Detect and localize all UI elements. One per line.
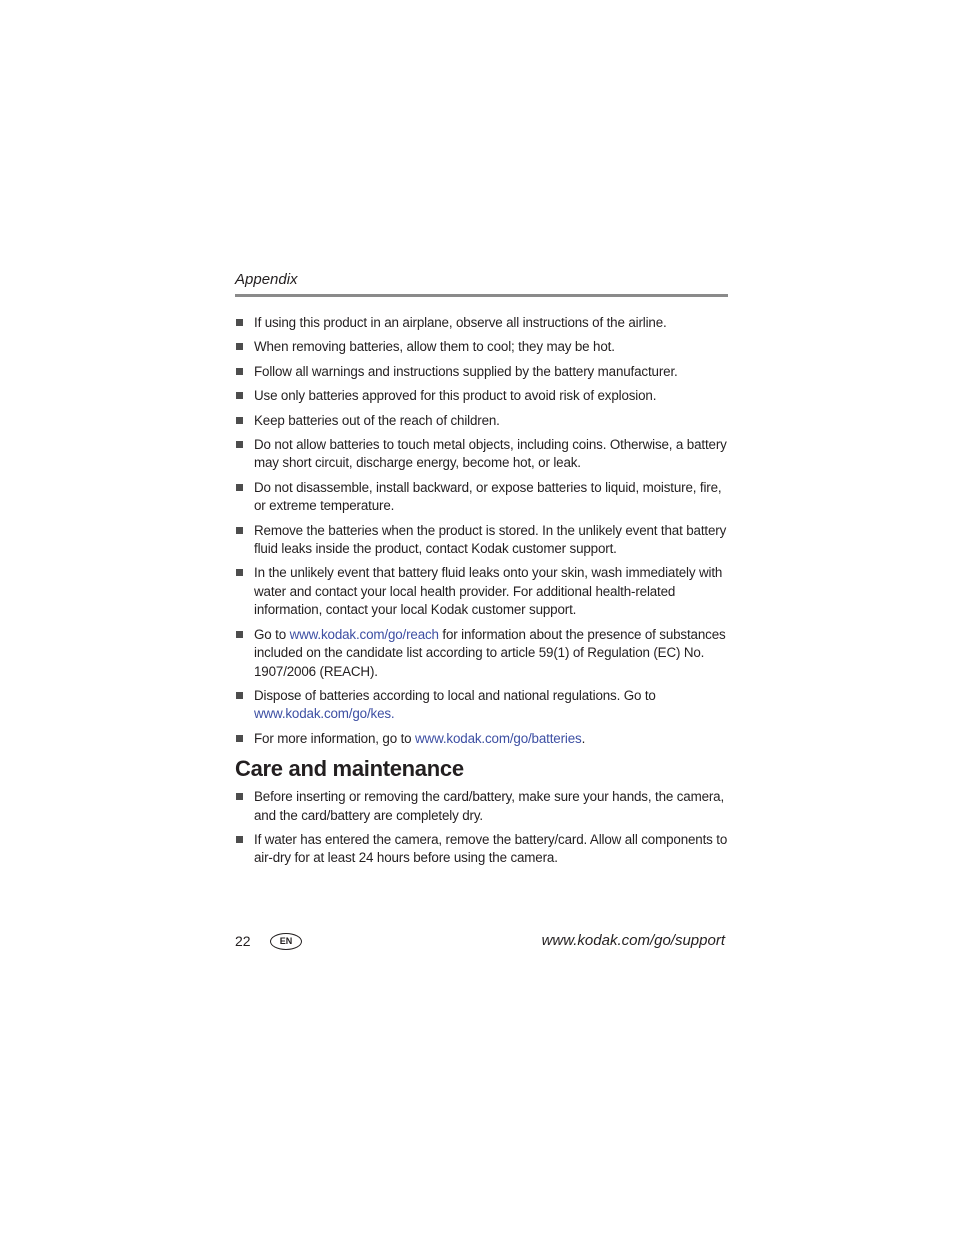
list-item: [235, 412, 728, 430]
section-label: Appendix: [235, 271, 298, 288]
list-item-text: Remove the batteries when the product is stored. In the unlikely event that battery fluid leaks inside the product, contact Kodak customer support.: [254, 522, 727, 557]
list-item: [235, 564, 728, 619]
list-item: [235, 387, 728, 405]
kes-text-before: Dispose of batteries according to local and national regulations. Go to: [254, 687, 656, 703]
list-item-reach: [235, 626, 728, 681]
header-rule: [235, 294, 728, 297]
bullet-square-icon: [236, 631, 243, 638]
batteries-link[interactable]: www.kodak.com/go/batteries: [415, 730, 582, 746]
list-item-text: Follow all warnings and instructions supplied by the battery manufacturer.: [254, 363, 678, 379]
list-item-text: When removing batteries, allow them to cool; they may be hot.: [254, 339, 615, 355]
list-item-batteries: [235, 730, 728, 748]
list-item: [235, 314, 728, 332]
bullet-square-icon: [236, 441, 243, 448]
bullet-square-icon: [236, 484, 243, 491]
list-item-text: Before inserting or removing the card/battery, make sure your hands, the camera, and the card/battery are completely dry.: [254, 789, 725, 823]
list-item: [235, 338, 728, 356]
list-item: [235, 479, 728, 516]
bullet-square-icon: [236, 692, 243, 699]
bullet-square-icon: [236, 417, 243, 424]
batteries-text-after: .: [581, 730, 586, 746]
reach-link[interactable]: www.kodak.com/go/reach: [289, 626, 439, 642]
list-item: [235, 788, 728, 825]
list-item-text: In the unlikely event that battery fluid leaks onto your skin, wash immediately with water and contact your local health provider. For additional health-related information, contact your local Kodak customer support.: [254, 565, 723, 618]
list-item-kes: [235, 687, 728, 724]
battery-safety-list: [235, 314, 728, 748]
language-badge-icon: EN: [270, 933, 302, 950]
list-item-text: If water has entered the camera, remove the battery/card. Allow all components to air-dry for at least 24 hours before using the camera.: [254, 831, 728, 866]
care-heading: Care and maintenance: [235, 756, 464, 782]
reach-text-before: Go to: [254, 626, 290, 642]
bullet-square-icon: [236, 836, 243, 843]
list-item: [235, 363, 728, 381]
list-item-text: Do not allow batteries to touch metal objects, including coins. Otherwise, a battery may short circuit, discharge energy, become hot, or leak.: [254, 437, 727, 471]
page-footer: [235, 930, 725, 954]
list-item-text: Use only batteries approved for this product to avoid risk of explosion.: [254, 388, 657, 404]
bullet-square-icon: [236, 392, 243, 399]
reach-text-after: for information about the presence of substances included on the candidate list according to article 59(1) of Regulation (EC) No. 1907/2006 (REACH).: [254, 626, 726, 679]
bullet-square-icon: [236, 368, 243, 375]
bullet-square-icon: [236, 527, 243, 534]
list-item-text: Keep batteries out of the reach of children.: [254, 412, 500, 428]
page-number: 22: [235, 933, 251, 949]
list-item: [235, 831, 728, 868]
list-item-text: If using this product in an airplane, observe all instructions of the airline.: [254, 315, 667, 330]
care-list: [235, 788, 728, 868]
bullet-square-icon: [236, 735, 243, 742]
bullet-square-icon: [236, 569, 243, 576]
page-content: [235, 268, 728, 874]
list-item: [235, 436, 728, 473]
bullet-square-icon: [236, 343, 243, 350]
kes-link[interactable]: www.kodak.com/go/kes.: [254, 706, 395, 722]
list-item-text: Do not disassemble, install backward, or expose batteries to liquid, moisture, fire, or extreme temperature.: [254, 479, 722, 514]
list-item: [235, 522, 728, 559]
bullet-square-icon: [236, 319, 243, 326]
batteries-text-before: For more information, go to: [254, 730, 416, 746]
bullet-square-icon: [236, 793, 243, 800]
footer-url: www.kodak.com/go/support: [541, 932, 725, 949]
